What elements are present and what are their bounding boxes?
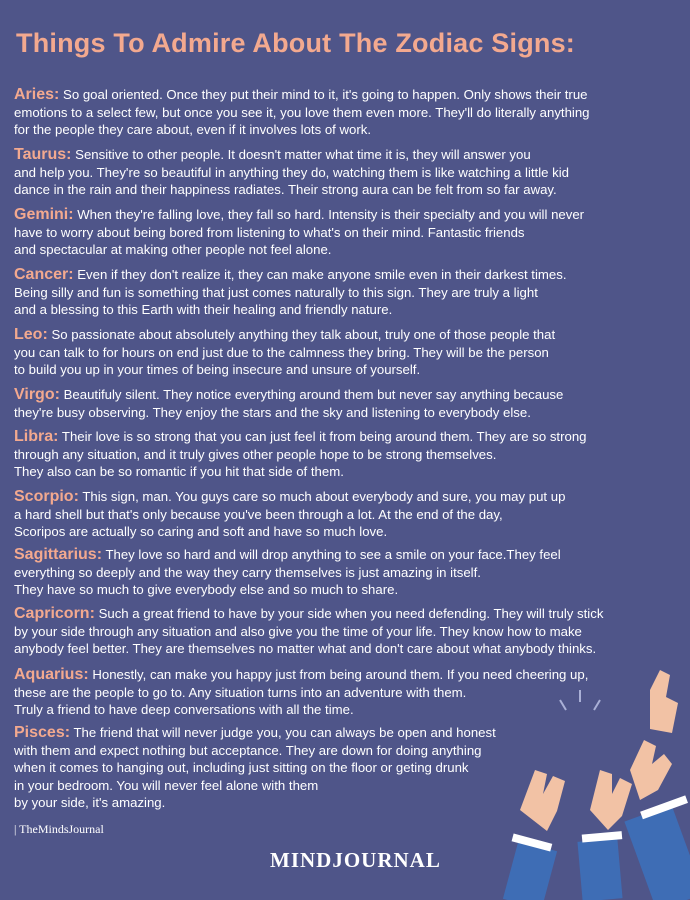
thumbs-up-hand-icon — [650, 670, 678, 733]
sign-line: Truly a friend to have deep conversations with all the time. — [14, 702, 354, 717]
sign-name: Libra: — [14, 428, 59, 445]
sign-name: Cancer: — [14, 266, 74, 283]
sign-gemini — [14, 206, 690, 259]
sign-line: and a blessing to this Earth with their healing and friendly nature. — [14, 302, 393, 317]
sign-line: by your side through any situation and also give you the time of your life. They know how to make — [14, 623, 582, 639]
sign-line: a hard shell but that's only because you've been through a lot. At the end of the day, — [14, 506, 503, 522]
sign-line: you can talk to for hours on end just due to the calmness they bring. They will be the person — [14, 344, 549, 360]
sign-line: by your side, it's amazing. — [14, 795, 166, 810]
sign-name: Leo: — [14, 326, 48, 343]
sign-line: Cancer: Even if they don't realize it, they can make anyone smile even in their darkest times. — [14, 266, 567, 283]
sign-line: everything so deeply and the way they carry themselves is just amazing in itself. — [14, 564, 481, 580]
sign-leo — [14, 326, 690, 379]
sign-name: Gemini: — [14, 206, 74, 223]
sign-line: Taurus: Sensitive to other people. It doesn't matter what time it is, they will answer you — [14, 146, 531, 163]
sign-name: Taurus: — [14, 146, 72, 163]
credit-text: | TheMindsJournal — [14, 822, 104, 836]
sign-line: dance in the rain and their happiness radiates. Their strong aura can be felt from so far away. — [14, 182, 557, 197]
sign-line: Sagittarius: They love so hard and will drop anything to see a smile on your face.They feel — [14, 546, 561, 563]
sign-taurus — [14, 146, 690, 199]
sign-name: Aquarius: — [14, 666, 89, 683]
sign-line: to build you up in your times of being insecure and unsure of yourself. — [14, 362, 421, 377]
sign-name: Scorpio: — [14, 488, 79, 505]
sign-line: Aquarius: Honestly, can make you happy just from being around them. If you need cheering up, — [14, 666, 589, 683]
sign-virgo — [14, 386, 690, 421]
sign-line: They also can be so romantic if you hit that side of them. — [14, 464, 344, 479]
sign-capricorn — [14, 605, 690, 658]
sign-scorpio — [14, 488, 690, 541]
sign-line: Aries: So goal oriented. Once they put their mind to it, it's going to happen. Only shows their true — [14, 86, 588, 103]
sign-libra — [14, 428, 690, 481]
sign-line: Leo: So passionate about absolutely anything they talk about, truly one of those people that — [14, 326, 556, 343]
page-title: Things To Admire About The Zodiac Signs: — [16, 28, 575, 58]
sign-aries — [14, 86, 690, 139]
sign-line: Pisces: The friend that will never judge you, you can always be open and honest — [14, 724, 496, 741]
sign-name: Aries: — [14, 86, 60, 103]
sign-line: Capricorn: Such a great friend to have by your side when you need defending. They will truly stick — [14, 605, 604, 622]
sign-line: they're busy observing. They enjoy the stars and the sky and listening to everybody else. — [14, 404, 531, 420]
sign-name: Capricorn: — [14, 605, 95, 622]
sign-line: when it comes to hanging out, including just sitting on the floor or geting drunk — [14, 760, 469, 775]
sign-line: have to worry about being bored from listening to what's on their mind. Fantastic friends — [14, 224, 525, 240]
sign-line: with them and expect nothing but acceptance. They are down for doing anything — [14, 742, 482, 758]
sign-line: Gemini: When they're falling love, they fall so hard. Intensity is their specialty and you will never — [14, 206, 585, 223]
sign-line: through any situation, and it truly gives other people hope to be strong themselves. — [14, 446, 497, 462]
clapping-hand-right-icon — [630, 740, 672, 800]
clapping-hand-left-icon — [520, 770, 565, 831]
sign-name: Pisces: — [14, 724, 71, 741]
sign-line: for the people they care about, even if it involves lots of work. — [14, 122, 371, 137]
sign-line: anybody feel better. They are themselves no matter what and don't care about what anybody thinks. — [14, 641, 597, 656]
sign-line: in your bedroom. You will never feel alone with them — [14, 777, 319, 793]
mindjournal-logo: MINDJOURNAL — [270, 848, 441, 872]
sign-line: Virgo: Beautifuly silent. They notice everything around them but never say anything because — [14, 386, 564, 403]
sign-name: Virgo: — [14, 386, 60, 403]
sign-line: Libra: Their love is so strong that you can just feel it from being around them. They are so strong — [14, 428, 587, 445]
sign-line: and spectacular at making other people not feel alone. — [14, 242, 332, 257]
clapping-hand-middle-icon — [590, 770, 632, 830]
sign-line: Scoripos are actually so caring and soft and have so much love. — [14, 524, 388, 539]
sign-line: and help you. They're so beautiful in anything they do, watching them is like watching a little kid — [14, 164, 570, 180]
sign-cancer — [14, 266, 690, 319]
sign-line: They have so much to give everybody else and so much to share. — [14, 582, 399, 597]
sign-name: Sagittarius: — [14, 546, 103, 563]
clapping-hands-illustration — [500, 660, 690, 900]
sleeve-middle — [577, 838, 622, 900]
sign-sagittarius — [14, 546, 690, 599]
sign-line: Being silly and fun is something that just comes naturally to this sign. They are truly a light — [14, 284, 538, 300]
sleeve-right — [624, 804, 690, 900]
sign-line: emotions to a select few, but once you see it, you love them even more. They'll do literally anything — [14, 104, 590, 120]
sign-line: these are the people to go to. Any situation turns into an adventure with them. — [14, 684, 467, 700]
sign-line: Scorpio: This sign, man. You guys care so much about everybody and sure, you may put up — [14, 488, 566, 505]
